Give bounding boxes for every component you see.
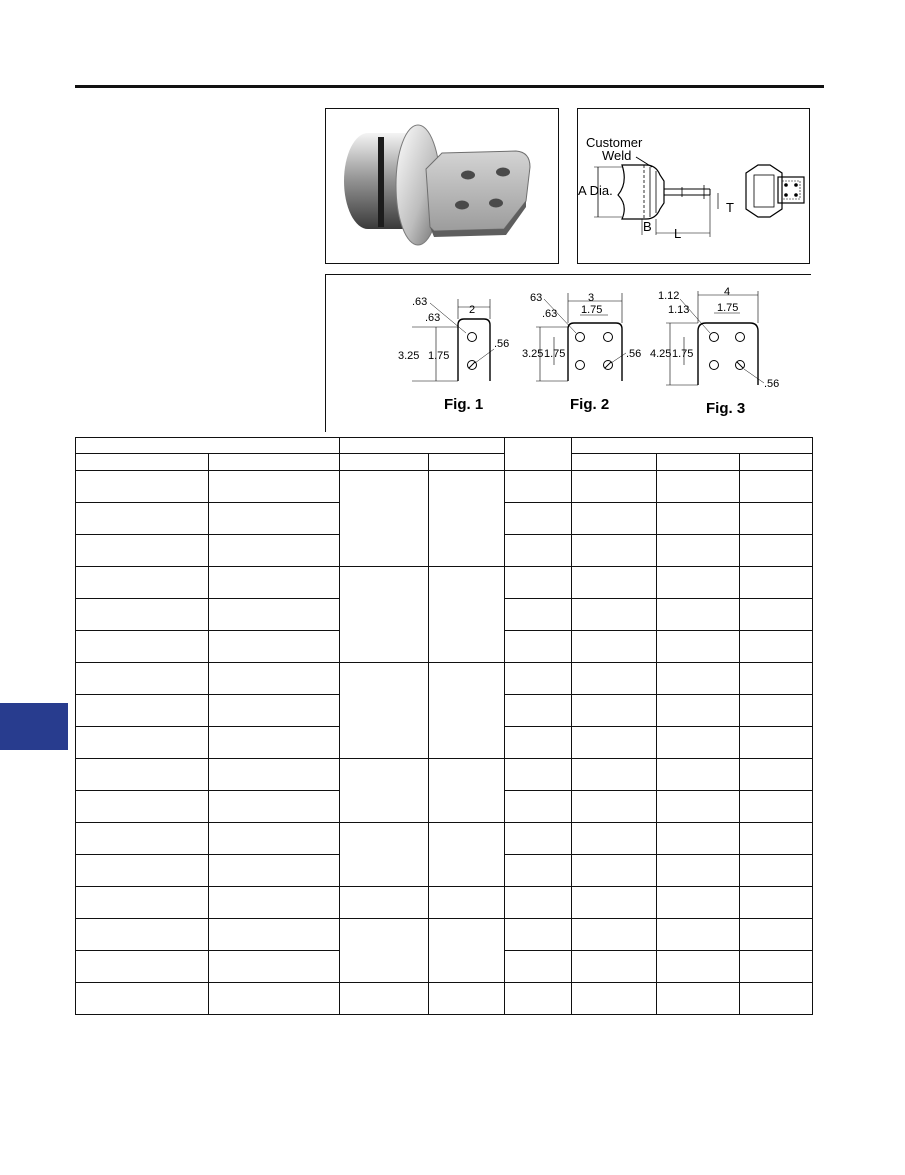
table-cell bbox=[209, 919, 340, 951]
table-cell bbox=[505, 471, 572, 503]
fig1-edge-side: .63 bbox=[412, 296, 428, 308]
table-cell bbox=[76, 471, 209, 503]
table-cell bbox=[740, 503, 813, 535]
table-cell bbox=[657, 759, 740, 791]
table-cell bbox=[657, 791, 740, 823]
table-cell bbox=[76, 631, 209, 663]
table-cell bbox=[76, 759, 209, 791]
table-cell bbox=[505, 855, 572, 887]
table-cell bbox=[505, 727, 572, 759]
header-cell bbox=[76, 438, 340, 454]
table-cell bbox=[740, 951, 813, 983]
table-cell bbox=[740, 567, 813, 599]
fig2-edge-side: 63 bbox=[530, 292, 543, 304]
fig3-spacing-v: 1.75 bbox=[672, 348, 694, 360]
fig3-spacing-h: 1.75 bbox=[717, 302, 739, 314]
table-cell bbox=[209, 471, 340, 503]
table-cell bbox=[209, 727, 340, 759]
fig3-width: 4 bbox=[724, 286, 731, 298]
table-cell bbox=[209, 823, 340, 855]
table-cell bbox=[657, 503, 740, 535]
figure-3 bbox=[650, 286, 779, 417]
table-cell bbox=[505, 983, 572, 1015]
figure-1 bbox=[398, 296, 509, 413]
table-cell bbox=[76, 855, 209, 887]
fig1-spacing: 1.75 bbox=[428, 350, 450, 362]
table-cell bbox=[740, 727, 813, 759]
table-cell bbox=[657, 855, 740, 887]
table-cell bbox=[505, 919, 572, 951]
table-cell bbox=[505, 503, 572, 535]
fig2-width: 3 bbox=[588, 292, 595, 304]
table-cell bbox=[505, 631, 572, 663]
table-cell bbox=[657, 919, 740, 951]
table-cell bbox=[209, 759, 340, 791]
table-cell bbox=[209, 855, 340, 887]
header-cell bbox=[76, 454, 209, 471]
table-cell bbox=[657, 631, 740, 663]
header-cell bbox=[657, 454, 740, 471]
table-cell bbox=[740, 631, 813, 663]
table-cell bbox=[657, 663, 740, 695]
table-cell bbox=[429, 887, 505, 919]
table-cell bbox=[740, 471, 813, 503]
table-cell bbox=[572, 855, 657, 887]
table-cell bbox=[505, 599, 572, 631]
table-cell bbox=[429, 919, 505, 983]
table-cell bbox=[740, 759, 813, 791]
table-cell bbox=[657, 695, 740, 727]
table-cell bbox=[429, 823, 505, 887]
fig1-edge-top: .63 bbox=[425, 312, 441, 324]
table-cell bbox=[505, 791, 572, 823]
table-cell bbox=[76, 791, 209, 823]
table-cell bbox=[657, 471, 740, 503]
table-cell bbox=[505, 823, 572, 855]
label-l: L bbox=[674, 226, 682, 241]
table-cell bbox=[340, 983, 429, 1015]
table-cell bbox=[740, 919, 813, 951]
table-cell bbox=[209, 951, 340, 983]
table-cell bbox=[740, 695, 813, 727]
table-cell bbox=[505, 951, 572, 983]
table-cell bbox=[657, 823, 740, 855]
table-cell bbox=[740, 983, 813, 1015]
table-cell bbox=[572, 759, 657, 791]
fig3-edge-top: 1.13 bbox=[668, 304, 690, 316]
table-row bbox=[76, 567, 813, 599]
table-cell bbox=[740, 855, 813, 887]
table-cell bbox=[76, 823, 209, 855]
table-cell bbox=[572, 695, 657, 727]
table-cell bbox=[209, 695, 340, 727]
table-cell bbox=[657, 567, 740, 599]
table-cell bbox=[76, 951, 209, 983]
table-row bbox=[76, 919, 813, 951]
table-cell bbox=[657, 887, 740, 919]
fig1-hole: .56 bbox=[494, 338, 510, 350]
table-cell bbox=[76, 727, 209, 759]
table-cell bbox=[76, 695, 209, 727]
table-cell bbox=[572, 471, 657, 503]
fig3-hole: .56 bbox=[764, 378, 780, 390]
table-cell bbox=[340, 759, 429, 823]
header-cell bbox=[572, 438, 813, 454]
table-cell bbox=[429, 983, 505, 1015]
table-row bbox=[76, 471, 813, 503]
header-cell bbox=[740, 454, 813, 471]
table-cell bbox=[209, 887, 340, 919]
table-cell bbox=[429, 471, 505, 567]
table-cell bbox=[505, 663, 572, 695]
table-cell bbox=[209, 663, 340, 695]
table-cell bbox=[209, 599, 340, 631]
table-cell bbox=[657, 535, 740, 567]
figure-2 bbox=[522, 292, 641, 413]
table-cell bbox=[209, 535, 340, 567]
table-cell bbox=[572, 567, 657, 599]
table-cell bbox=[340, 663, 429, 759]
table-cell bbox=[572, 503, 657, 535]
table-cell bbox=[76, 919, 209, 951]
fig2-spacing-h: 1.75 bbox=[581, 304, 603, 316]
header-cell bbox=[572, 454, 657, 471]
connector-illustration bbox=[326, 109, 557, 262]
table-cell bbox=[76, 983, 209, 1015]
table-cell bbox=[572, 887, 657, 919]
dimension-drawing-frame bbox=[577, 108, 810, 264]
fig1-caption: Fig. 1 bbox=[444, 396, 484, 413]
label-b: B bbox=[643, 219, 652, 234]
fig3-caption: Fig. 3 bbox=[706, 400, 746, 417]
table-cell bbox=[76, 567, 209, 599]
table-cell bbox=[505, 887, 572, 919]
table-cell bbox=[657, 951, 740, 983]
table-cell bbox=[740, 791, 813, 823]
table-cell bbox=[740, 887, 813, 919]
table-cell bbox=[429, 567, 505, 663]
pad-figures-frame bbox=[325, 274, 811, 432]
fig2-edge-top: .63 bbox=[542, 308, 558, 320]
header-row bbox=[76, 438, 813, 454]
top-rule bbox=[75, 85, 824, 88]
header-cell bbox=[340, 438, 505, 454]
table-cell bbox=[76, 887, 209, 919]
header-cell bbox=[209, 454, 340, 471]
label-customer: Customer bbox=[586, 135, 643, 150]
table-cell bbox=[572, 951, 657, 983]
table-cell bbox=[429, 663, 505, 759]
table-cell bbox=[340, 823, 429, 887]
fig1-height: 3.25 bbox=[398, 350, 420, 362]
table-cell bbox=[572, 919, 657, 951]
table-cell bbox=[740, 535, 813, 567]
table-cell bbox=[572, 823, 657, 855]
table-cell bbox=[76, 503, 209, 535]
table-cell bbox=[76, 663, 209, 695]
table-cell bbox=[657, 599, 740, 631]
table-row bbox=[76, 663, 813, 695]
table-cell bbox=[657, 727, 740, 759]
table-cell bbox=[657, 983, 740, 1015]
table-cell bbox=[209, 983, 340, 1015]
fig3-height: 4.25 bbox=[650, 348, 672, 360]
table-cell bbox=[505, 535, 572, 567]
header-cell bbox=[340, 454, 429, 471]
table-cell bbox=[740, 599, 813, 631]
label-weld: Weld bbox=[602, 148, 632, 163]
table-cell bbox=[572, 983, 657, 1015]
fig2-hole: .56 bbox=[626, 348, 642, 360]
table-cell bbox=[209, 503, 340, 535]
table-cell bbox=[209, 567, 340, 599]
table-cell bbox=[572, 631, 657, 663]
subheader-row bbox=[76, 454, 813, 471]
table-cell bbox=[505, 567, 572, 599]
fig2-height: 3.25 bbox=[522, 348, 544, 360]
table-row bbox=[76, 887, 813, 919]
table-row bbox=[76, 823, 813, 855]
table-cell bbox=[340, 471, 429, 567]
fig2-spacing-v: 1.75 bbox=[544, 348, 566, 360]
frame-gap bbox=[327, 276, 392, 278]
table-cell bbox=[505, 759, 572, 791]
fig3-edge-side: 1.12 bbox=[658, 290, 680, 302]
table-cell bbox=[209, 631, 340, 663]
table-row bbox=[76, 759, 813, 791]
spec-table bbox=[75, 437, 813, 1015]
fig2-caption: Fig. 2 bbox=[570, 396, 610, 413]
table-row bbox=[76, 983, 813, 1015]
fig1-width: 2 bbox=[469, 304, 476, 316]
table-cell bbox=[505, 695, 572, 727]
table-cell bbox=[572, 663, 657, 695]
table-cell bbox=[76, 599, 209, 631]
table-cell bbox=[209, 791, 340, 823]
dimension-drawing bbox=[578, 109, 808, 262]
table-cell bbox=[340, 567, 429, 663]
product-photo-frame bbox=[325, 108, 559, 264]
table-cell bbox=[740, 823, 813, 855]
table-cell bbox=[572, 599, 657, 631]
table-cell bbox=[572, 535, 657, 567]
section-tab bbox=[0, 703, 68, 750]
table-cell bbox=[572, 727, 657, 759]
table-cell bbox=[740, 663, 813, 695]
table-cell bbox=[76, 535, 209, 567]
table-cell bbox=[340, 919, 429, 983]
table-cell bbox=[340, 887, 429, 919]
label-a-dia: A Dia. bbox=[578, 183, 613, 198]
table-cell bbox=[429, 759, 505, 823]
header-cell bbox=[429, 454, 505, 471]
pad-figures bbox=[326, 275, 811, 431]
header-cell bbox=[505, 438, 572, 471]
label-t: T bbox=[726, 200, 734, 215]
table-cell bbox=[572, 791, 657, 823]
